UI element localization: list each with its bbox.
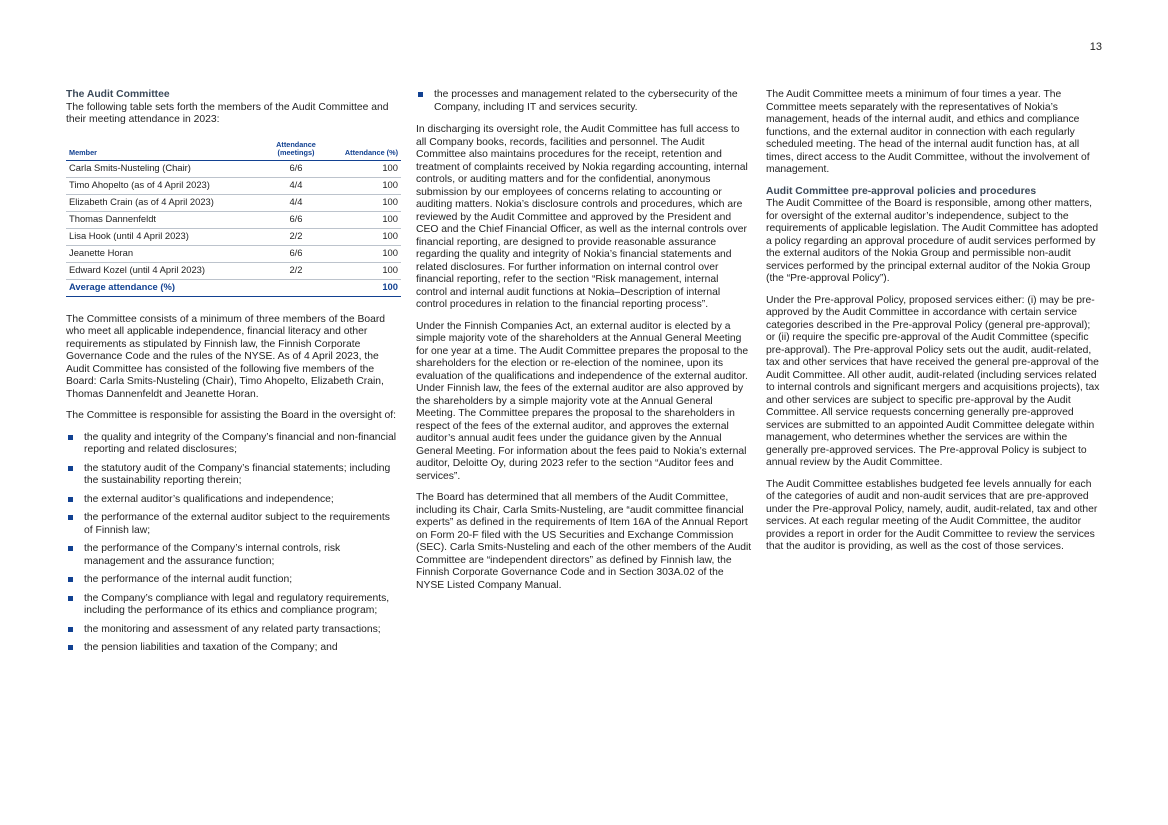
list-item-text: the Company’s compliance with legal and regulatory requirements, including the performance of its ethics and compliance program; [84,592,390,616]
attendance-percent: 100 [325,177,401,194]
attendance-meetings: 6/6 [264,160,325,177]
member-name: Edward Kozel (until 4 April 2023) [66,262,264,279]
bullet-square-icon [68,577,73,582]
list-item [66,432,401,457]
budgeted-fees-paragraph: The Audit Committee establishes budgeted fee levels annually for each of the categories of audit and non-audit services that are pre-approved under the Pre-approval Policy, namely, audit, audit-related, tax and other services. At each regular meeting of the Audit Committee, the auditor provides a report in order for the Audit Committee to review the services that the auditor is providing, as well as the cost of those services. [766,478,1098,552]
table-row [66,228,401,245]
bullet-square-icon [68,466,73,471]
header-attendance-percent: Attendance (%) [325,141,401,161]
member-name: Timo Ahopelto (as of 4 April 2023) [66,177,264,194]
bullet-square-icon [68,515,73,520]
average-row [66,279,401,296]
table-intro: The following table sets forth the members of the Audit Committee and their meeting attendance in 2023: [66,101,389,125]
oversight-role-paragraph: In discharging its oversight role, the Audit Committee has full access to all Company books, records, facilities and personnel. The Audit Committee also maintains procedures for the receipt, retention and treatment of complaints received by Nokia regarding accounting, internal controls, or auditing matters and for the confidential, anonymous submission by our employees of concerns relating to accounting or auditing matters. Nokia’s disclosure controls and procedures, which are reviewed by the Audit Committee and approved by the President and CEO and the Chief Financial Officer, as well as the internal controls over financial reporting, are designed to provide reasonable assurance regarding the quality and integrity of Nokia’s financial statements and related disclosures. For further information on internal control over financial reporting, refer to the section “Risk management, internal control and internal audit functions at Nokia–Description of internal control procedures in relation to the financial reporting process”. [416,124,748,310]
table-row [66,245,401,262]
attendance-percent: 100 [325,194,401,211]
member-name: Lisa Hook (until 4 April 2023) [66,228,264,245]
list-item [66,624,401,637]
financial-experts-paragraph: The Board has determined that all members of the Audit Committee, including its Chair, Carla Smits-Nusteling, are “audit committee financial experts” as defined in the requirements of Item 16A of the Annual Report on Form 20-F filed with the US Securities and Exchange Commission (SEC). Carla Smits-Nusteling and each of the other members of the Audit Committee are “independent directors” as defined by Finnish law, the Finnish Corporate Governance Code and in Section 303A.02 of the NYSE Listed Company Manual. [416,492,752,591]
list-item-text: the performance of the Company’s internal controls, risk management and the assurance function; [84,543,341,567]
attendance-percent: 100 [325,211,401,228]
list-item-text: the processes and management related to the cybersecurity of the Company, including IT and services security. [434,89,738,113]
table-row [66,262,401,279]
list-item-text: the performance of the external auditor subject to the requirements of Finnish law; [84,512,390,536]
pre-approval-heading: Audit Committee pre-approval policies and procedures [766,185,1037,197]
header-attendance-meetings: Attendance (meetings) [264,141,325,161]
committee-responsibility-paragraph: The Committee is responsible for assisting the Board in the oversight of: [66,410,397,421]
external-auditor-paragraph: Under the Finnish Companies Act, an external auditor is elected by a simple majority vote of the shareholders at the Annual General Meeting for one year at a time. The Audit Committee prepares the proposal to the shareholders for the election or re-election of the nominee, upon its evaluation of the qualifications and independence of the external auditor. Under Finnish law, the fees of the external auditor are also approved by the shareholders by a simple majority vote at the Annual General Meeting. The Committee prepares the proposal to the shareholders in respect of the fees of the external auditor, and approves the external auditor’s annual audit fees under the guidance given by the Annual General Meeting. For information about the fees paid to Nokia’s external auditor, Deloitte Oy, during 2023 refer to the section “Auditor fees and services”. [416,320,749,482]
list-item [416,89,752,114]
attendance-percent: 100 [325,262,401,279]
list-item-text: the monitoring and assessment of any related party transactions; [84,623,381,635]
list-item-text: the external auditor’s qualifications and independence; [84,493,334,505]
attendance-table [66,141,401,297]
list-item [66,463,401,488]
bullet-square-icon [68,627,73,632]
list-item [66,543,401,568]
section-heading: The Audit Committee [66,89,170,100]
pre-approval-responsibility-paragraph: The Audit Committee of the Board is responsible, among other matters, for oversight of the external auditor’s independence, subject to the requirements of applicable legislation. The Audit Committee has adopted a policy regarding an approval procedure of audit services performed by the external auditors of the Nokia Group and permissible non-audit services performed by the principal external auditor of the Nokia Group (the “Pre-approval Policy”). [766,198,1099,284]
attendance-meetings: 4/4 [264,177,325,194]
column-3 [766,89,1101,563]
oversight-list [66,432,401,655]
member-name: Thomas Dannenfeldt [66,211,264,228]
bullet-square-icon [68,596,73,601]
list-item-text: the pension liabilities and taxation of the Company; and [84,642,338,653]
attendance-percent: 100 [325,245,401,262]
member-name: Elizabeth Crain (as of 4 April 2023) [66,194,264,211]
list-item-text: the quality and integrity of the Company’s financial and non-financial reporting and related disclosures; [84,431,397,455]
table-row [66,211,401,228]
average-label: Average attendance (%) [66,279,264,296]
member-name: Jeanette Horan [66,245,264,262]
list-item-text: the statutory audit of the Company’s financial statements; including the sustainability reporting therein; [84,462,391,486]
bullet-square-icon [68,435,73,440]
meetings-paragraph: The Audit Committee meets a minimum of four times a year. The Committee meets separately with the representatives of Nokia’s management, heads of the internal audit, and ethics and compliance functions, and the external auditor in connection with each regularly scheduled meeting. The head of the internal audit function has, at all times, direct access to the Audit Committee, without the involvement of management. [766,89,1090,175]
oversight-list-continued [416,89,752,114]
attendance-meetings: 2/2 [264,262,325,279]
pre-approval-policy-paragraph: Under the Pre-approval Policy, proposed services either: (i) may be pre-approved by the Audit Committee in accordance with certain service categories described in the Pre-approval Policy (general pre-approval); or (ii) require the specific pre-approval of the Audit Committee (specific pre-approval). The Pre-approval Policy sets out the audit, audit-related, tax and other services that have received the general pre-approval of the Audit Committee. All other audit, audit-related (including services related to internal controls and significant mergers and acquisitions projects), tax and other services are subject to specific pre-approval by the Audit Committee. All service requests concerning generally pre-approved services are submitted to an appointed Audit Committee delegate within management, who determines whether the services are within the generally pre-approved services. The Pre-approval Policy is subject to annual review by the Audit Committee. [766,294,1100,468]
list-item [66,512,401,537]
attendance-meetings: 6/6 [264,211,325,228]
table-row [66,160,401,177]
page-number: 13 [1089,41,1102,53]
average-spacer [264,279,325,296]
bullet-square-icon [68,546,73,551]
bullet-square-icon [68,497,73,502]
column-2 [416,89,752,601]
average-value: 100 [325,279,401,296]
list-item-text: the performance of the internal audit function; [84,574,293,585]
attendance-meetings: 4/4 [264,194,325,211]
attendance-meetings: 2/2 [264,228,325,245]
attendance-meetings: 6/6 [264,245,325,262]
column-1 [66,89,401,664]
list-item [66,593,401,618]
attendance-percent: 100 [325,160,401,177]
header-member: Member [66,141,264,161]
list-item [66,642,401,655]
member-name: Carla Smits-Nusteling (Chair) [66,160,264,177]
table-row [66,177,401,194]
bullet-square-icon [68,645,73,650]
attendance-percent: 100 [325,228,401,245]
table-row [66,194,401,211]
list-item [66,574,401,587]
list-item [66,494,401,507]
bullet-square-icon [418,92,423,97]
table-header-row [66,141,401,161]
committee-composition-paragraph: The Committee consists of a minimum of three members of the Board who meet all applicable independence, financial literacy and other requirements as stipulated by Finnish law, the Finnish Corporate Governance Code and the rules of the NYSE. As of 4 April 2023, the Audit Committee has consisted of the following five members of the Board: Carla Smits-Nusteling (Chair), Timo Ahopelto, Elizabeth Crain, Thomas Dannenfeldt and Jeanette Horan. [66,313,386,400]
